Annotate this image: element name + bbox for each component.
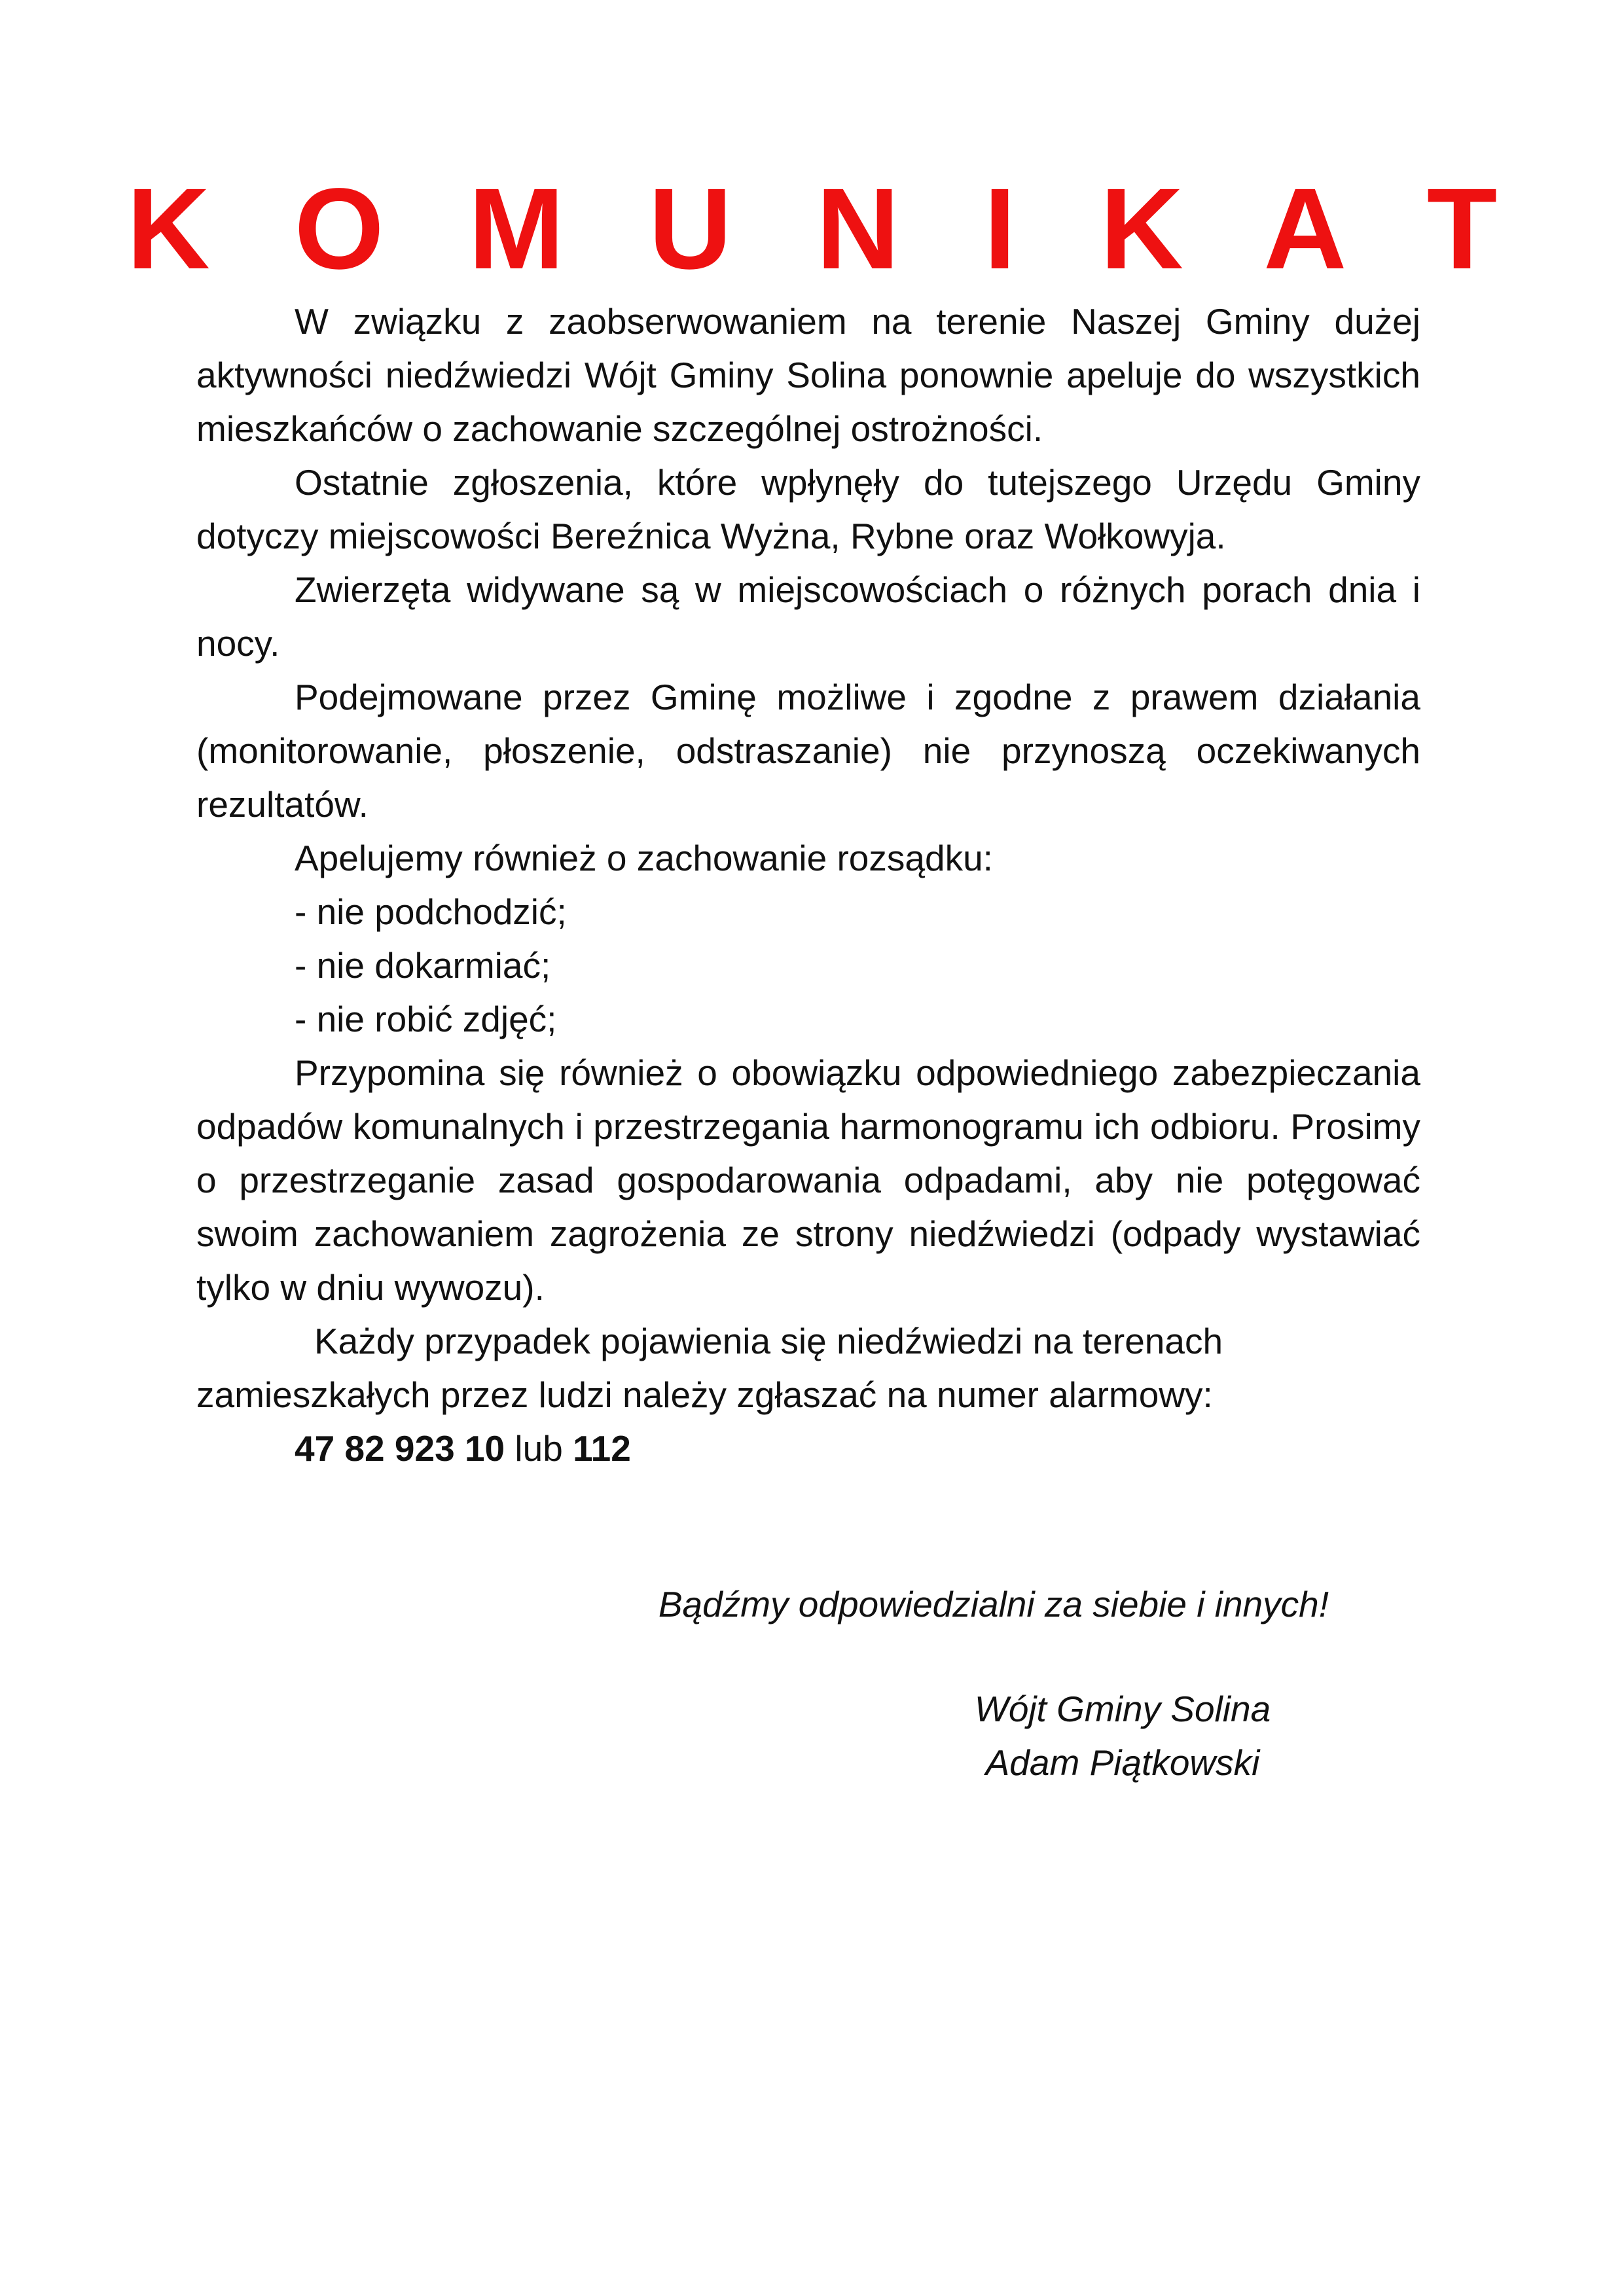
paragraph-report-instruction: Każdy przypadek pojawienia się niedźwiedzi na terenach zamieszkałych przez ludzi należy zgłaszać na numer alarmowy: bbox=[196, 1321, 1223, 1415]
paragraph-waste-reminder: Przypomina się również o obowiązku odpowiedniego zabezpieczania odpadów komunalnych i przestrzegania harmonogramu ich odbioru. Prosimy o przestrzeganie zasad gospodarowania odpadami, aby nie potęgować swoim zachowaniem zagrożenia ze strony niedźwiedzi (odpady wystawiać tylko w dniu wywozu). bbox=[196, 1052, 1420, 1308]
alarm-number-emergency: 112 bbox=[573, 1428, 631, 1469]
alarm-connector: lub bbox=[514, 1428, 563, 1469]
signature-office: Wójt Gminy Solina bbox=[974, 1689, 1271, 1729]
list-item: - nie podchodzić; bbox=[295, 891, 567, 932]
alarm-number-primary: 47 82 923 10 bbox=[295, 1428, 505, 1469]
paragraph-reports: Ostatnie zgłoszenia, które wpłynęły do tutejszego Urzędu Gminy dotyczy miejscowości Bereźnica Wyżna, Rybne oraz Wołkowyja. bbox=[196, 462, 1420, 556]
paragraph-bear-activity: W związku z zaobserwowaniem na terenie Naszej Gminy dużej aktywności niedźwiedzi Wójt Gminy Solina ponownie apeluje do wszystkich mieszkańców o zachowanie szczególnej ostrożności. bbox=[196, 301, 1420, 449]
closing-line: Bądźmy odpowiedzialni za siebie i innych! bbox=[658, 1584, 1329, 1624]
document-title: K O M U N I K A T bbox=[126, 165, 1524, 293]
list-item: - nie dokarmiać; bbox=[295, 945, 551, 986]
paragraph-sightings: Zwierzęta widywane są w miejscowościach o różnych porach dnia i nocy. bbox=[196, 569, 1420, 664]
signature-name: Adam Piątkowski bbox=[985, 1742, 1260, 1783]
advice-list bbox=[196, 885, 1420, 1046]
paragraph-actions: Podejmowane przez Gminę możliwe i zgodne z prawem działania (monitorowanie, płoszenie, odstraszanie) nie przynoszą oczekiwanych rezultatów. bbox=[196, 677, 1420, 825]
signature-block bbox=[916, 1682, 1329, 1789]
list-item: - nie robić zdjęć; bbox=[295, 999, 557, 1039]
alarm-numbers bbox=[196, 1422, 1420, 1475]
document-body bbox=[196, 295, 1420, 1475]
paragraph-appeal: Apelujemy również o zachowanie rozsądku: bbox=[295, 838, 993, 878]
